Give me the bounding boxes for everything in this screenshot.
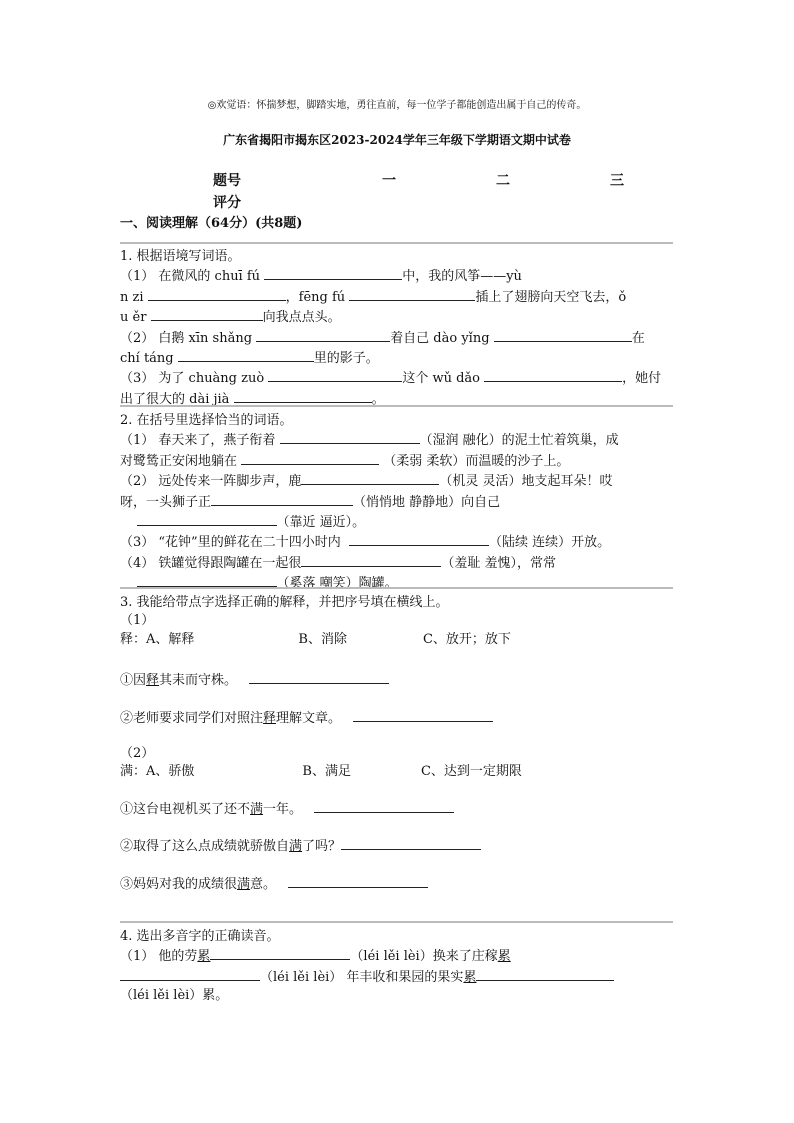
answer-blank[interactable] — [349, 532, 489, 546]
text: 里的影子。 — [313, 351, 379, 367]
answer-blank[interactable] — [494, 328, 632, 342]
score-row-label: 题号 — [213, 173, 241, 189]
answer-blank[interactable] — [288, 874, 428, 888]
question-1 — [120, 248, 673, 409]
text: u ěr — [120, 310, 147, 326]
answer-blank[interactable] — [241, 451, 379, 465]
text: （3） “花钟”里的鲜花在二十四小时内 — [120, 535, 341, 551]
text: chí táng — [120, 351, 174, 367]
score-col-2: 二 — [496, 173, 510, 189]
question-4 — [120, 928, 673, 1006]
divider — [120, 587, 673, 589]
text: ①这台电视机买了还不 — [120, 801, 251, 817]
answer-blank[interactable] — [280, 430, 420, 444]
question-heading: 4. 选出多音字的正确读音。 — [120, 929, 280, 944]
dotted-char: 满 — [289, 839, 303, 855]
text: （奚落 嘲笑）陶罐。 — [276, 576, 398, 592]
dotted-char: 累 — [463, 969, 477, 985]
text: 了吗？ — [302, 839, 342, 855]
text: （机灵 灵活）地支起耳朵！哎 — [439, 474, 613, 490]
text: 出了很大的 dài jià — [120, 391, 230, 407]
dotted-char: 累 — [197, 949, 211, 965]
text: （3） 为了 chuàng zuò — [120, 371, 265, 387]
dotted-char: 释 — [263, 710, 277, 726]
text: （1） 在微风的 chuī fú — [120, 269, 261, 285]
divider — [120, 242, 673, 244]
score-grade-label: 评分 — [213, 195, 241, 211]
answer-blank[interactable] — [301, 471, 439, 485]
answer-blank[interactable] — [341, 836, 481, 850]
text: ③妈妈对我的成绩很 — [120, 876, 238, 892]
text: （悄悄地 静静地）向自己 — [353, 494, 501, 510]
text: 一年。 — [263, 801, 303, 817]
question-heading: 1. 根据语境写词语。 — [120, 249, 241, 264]
answer-blank[interactable] — [476, 967, 614, 981]
definition-c: C、达到一定期限 — [420, 764, 522, 780]
text: n zi — [120, 289, 144, 305]
dotted-char: 累 — [497, 949, 511, 965]
text: （湿润 融化）的泥土忙着筑巢，成 — [419, 433, 619, 449]
definition-a: 释：A、解释 — [120, 631, 195, 647]
text: （léi lěi lèi）换来了庄稼 — [350, 949, 498, 965]
answer-blank[interactable] — [264, 266, 402, 280]
question-2 — [120, 412, 673, 594]
answer-blank[interactable] — [353, 708, 493, 722]
question-heading: 3. 我能给带点字选择正确的解释，并把序号填在横线上。 — [120, 595, 449, 610]
text: 其耒而守株。 — [159, 673, 238, 689]
definition-c: C、放开；放下 — [422, 631, 511, 647]
answer-blank[interactable] — [148, 287, 286, 301]
answer-blank[interactable] — [349, 287, 475, 301]
text: 理解文章。 — [276, 710, 342, 726]
text: 。 — [371, 391, 385, 407]
text: （4） 铁罐觉得跟陶罐在一起很 — [120, 555, 302, 571]
answer-blank[interactable] — [249, 670, 389, 684]
text: （陆续 连续）开放。 — [488, 535, 611, 551]
answer-blank[interactable] — [256, 328, 390, 342]
text: ，fēng fú — [285, 289, 346, 305]
text: 着自己 dào yǐng — [390, 330, 490, 346]
score-col-1: 一 — [382, 173, 396, 189]
part-number: （2） — [120, 746, 155, 762]
answer-blank[interactable] — [314, 799, 454, 813]
text: （léi lěi lèi）累。 — [120, 988, 229, 1004]
answer-blank[interactable] — [268, 368, 402, 382]
score-col-3: 三 — [610, 173, 624, 189]
text: （靠近 逼近）。 — [276, 515, 366, 531]
part-number: （1） — [120, 613, 155, 629]
text: （léi lěi lèi） 年丰收和果园的果实 — [260, 969, 464, 985]
text: （2） 远处传来一阵脚步声，鹿 — [120, 474, 302, 490]
text: 意。 — [250, 876, 277, 892]
text: 对鹭鸶正安闲地躺在 — [120, 453, 238, 469]
motto: ◎欢觉语：怀揣梦想，脚踏实地，勇往直前，每一位学子都能创造出属于自己的传奇。 — [207, 100, 587, 111]
dotted-char: 满 — [237, 876, 251, 892]
definition-a: 满：A、骄傲 — [120, 764, 195, 780]
answer-blank[interactable] — [178, 348, 314, 362]
text: 插上了翅膀向天空飞去，ǒ — [475, 289, 627, 305]
exam-title: 广东省揭阳市揭东区2023-2024学年三年级下学期语文期中试卷 — [223, 133, 571, 147]
dotted-char: 满 — [250, 801, 264, 817]
text: （柔弱 柔软）而温暖的沙子上。 — [383, 453, 570, 469]
question-heading: 2. 在括号里选择恰当的词语。 — [120, 413, 293, 428]
text: 呀，一头狮子正 — [120, 494, 212, 510]
definition-b: B、满足 — [302, 764, 351, 780]
text: 在 — [631, 330, 645, 346]
answer-blank[interactable] — [137, 512, 277, 526]
dotted-char: 释 — [146, 673, 160, 689]
answer-blank[interactable] — [234, 389, 372, 403]
definition-b: B、消除 — [298, 631, 347, 647]
text: 向我点点头。 — [262, 310, 341, 326]
divider — [120, 921, 673, 923]
divider — [120, 405, 673, 407]
answer-blank[interactable] — [301, 553, 441, 567]
answer-blank[interactable] — [137, 573, 277, 587]
text: 中，我的风筝——yù — [402, 269, 522, 285]
answer-blank[interactable] — [210, 946, 350, 960]
text: （2） 白鹅 xīn shǎng — [120, 330, 253, 346]
text: （1） 春天来了，燕子衔着 — [120, 433, 276, 449]
text: ，她付 — [622, 371, 662, 387]
answer-blank[interactable] — [211, 492, 353, 506]
section-heading: 一、阅读理解（64分）(共8题) — [120, 216, 303, 231]
text: ①因 — [120, 673, 147, 689]
answer-blank[interactable] — [484, 368, 622, 382]
text: 这个 wǔ dǎo — [402, 371, 480, 387]
answer-blank[interactable] — [120, 967, 260, 981]
text: ②老师要求同学们对照注 — [120, 710, 264, 726]
text: （羞耻 羞愧），常常 — [441, 555, 557, 571]
question-3 — [120, 594, 673, 894]
text: （1） 他的劳 — [120, 949, 198, 965]
text: ②取得了这么点成绩就骄傲自 — [120, 839, 290, 855]
answer-blank[interactable] — [151, 307, 263, 321]
